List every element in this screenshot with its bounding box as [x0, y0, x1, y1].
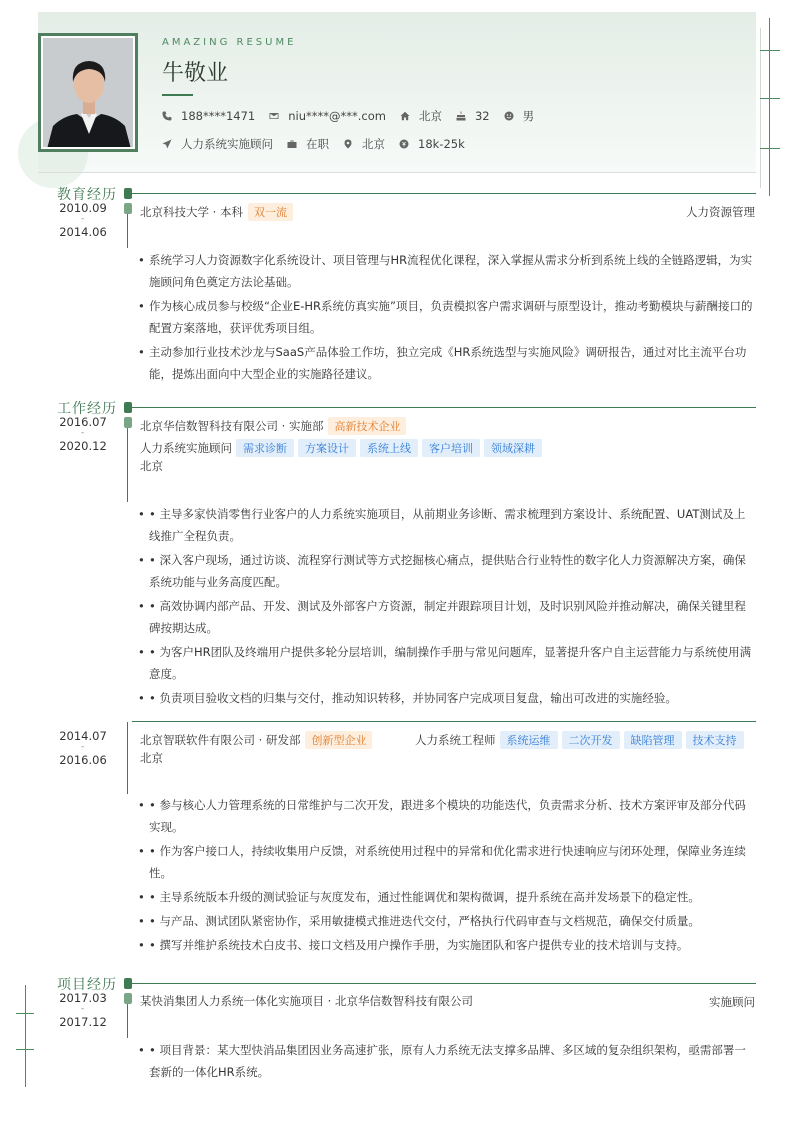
intent-status-text: 在职	[306, 137, 329, 151]
list-item: • • 主导系统版本升级的测试验证与灰度发布，通过性能调优和架构微调，提升系统在高并发场景下的稳定性。	[138, 886, 756, 908]
gender-text: 男	[522, 109, 535, 123]
frame-tick	[16, 1013, 34, 1014]
job2-start-date: 2014.07	[59, 729, 107, 743]
job2-bullet-list	[138, 794, 756, 958]
project-end-date: 2017.12	[59, 1015, 107, 1029]
intent-position	[162, 136, 273, 152]
section-divider	[132, 193, 756, 194]
list-item: • • 负责项目验收文档的归集与交付，推动知识转移，并协同客户完成项目复盘，输出可改进的实施经验。	[138, 687, 756, 709]
date-separator: -	[81, 428, 85, 438]
job1-company-tag: 高新技术企业	[328, 417, 406, 435]
skill-tag: 缺陷管理	[624, 731, 682, 749]
intent-city	[343, 136, 385, 152]
job1-location: 北京	[140, 459, 163, 473]
edu-end-date: 2014.06	[59, 225, 107, 239]
frame-line	[769, 18, 770, 196]
intent-city-text: 北京	[362, 137, 385, 151]
project-start-date: 2017.03	[59, 991, 107, 1005]
profile-photo	[38, 33, 138, 152]
skill-tag: 系统上线	[360, 439, 418, 457]
frame-line	[760, 28, 761, 188]
list-item: • • 作为客户接口人，持续收集用户反馈，对系统使用过程中的异常和优化需求进行快速响应与闭环处理，保障业务连续性。	[138, 840, 756, 884]
timeline-line	[127, 1004, 128, 1038]
candidate-name: 牛敬业	[162, 61, 229, 86]
timeline-line	[127, 428, 128, 502]
project-role: 实施顾问	[709, 995, 755, 1009]
job-intent-row	[162, 136, 479, 152]
section-marker	[124, 402, 132, 413]
job2-end-date: 2016.06	[59, 753, 107, 767]
edu-major: 人力资源管理	[686, 205, 755, 219]
list-item: • • 深入客户现场，通过访谈、流程穿行测试等方式挖掘核心痛点，提供贴合行业特性的数字化人力资源解决方案，确保系统功能与业务高度匹配。	[138, 549, 756, 593]
city-text: 北京	[418, 109, 442, 123]
edu-bullet-list	[138, 249, 756, 387]
job2-company-tag: 创新型企业	[305, 731, 372, 749]
date-separator: -	[81, 742, 85, 752]
intent-salary	[399, 137, 465, 151]
section-title-work: 工作经历	[57, 401, 117, 417]
section-title-project: 项目经历	[57, 977, 117, 993]
skill-tag: 领域深耕	[484, 439, 542, 457]
frame-line	[25, 985, 26, 1087]
job1-start-date: 2016.07	[59, 415, 107, 429]
skill-tag: 系统运维	[500, 731, 558, 749]
coin-icon	[399, 139, 409, 149]
list-item: • • 项目背景：某大型快消品集团因业务高速扩张，原有人力系统无法支撑多品牌、多区域的复杂组织架构，亟需部署一套新的一体化HR系统。	[138, 1039, 756, 1083]
section-marker	[124, 188, 132, 199]
edu-start-date: 2010.09	[59, 201, 107, 215]
location-pin-icon	[343, 139, 353, 149]
date-separator: -	[81, 214, 85, 224]
project-bullet-list	[138, 1039, 756, 1085]
list-item: • 作为核心成员参与校级“企业E-HR系统仿真实施”项目，负责模拟客户需求调研与原型设计，推动考勤模块与薪酬接口的配置方案落地，获评优秀项目组。	[138, 295, 756, 339]
section-divider	[132, 983, 756, 984]
timeline-line	[127, 722, 128, 794]
list-item: • • 为客户HR团队及终端用户提供多轮分层培训，编制操作手册与常见问题库，显著提升客户自主运营能力与系统使用满意度。	[138, 641, 756, 685]
section-marker	[124, 978, 132, 989]
job1-company-row	[140, 417, 406, 435]
contact-age	[456, 109, 490, 123]
job1-position: 人力系统实施顾问	[140, 441, 232, 455]
briefcase-icon	[287, 139, 297, 149]
project-name: 某快消集团人力系统一体化实施项目 · 北京华信数智科技有限公司	[140, 994, 473, 1008]
frame-tick	[760, 148, 780, 149]
job2-company-row	[140, 731, 372, 749]
job1-company: 北京华信数智科技有限公司 · 实施部	[140, 419, 324, 433]
skill-tag: 二次开发	[562, 731, 620, 749]
intent-position-text: 人力系统实施顾问	[181, 137, 273, 151]
contact-row	[162, 108, 548, 124]
list-item: • 主动参加行业技术沙龙与SaaS产品体验工作坊，独立完成《HR系统选型与实施风险》调研报告，通过对比主流平台功能，提炼出面向中大型企业的实施路径建议。	[138, 341, 756, 385]
header-divider	[38, 172, 756, 173]
frame-tick	[760, 50, 780, 51]
email-address: niu****@***.com	[288, 109, 386, 123]
list-item: • 系统学习人力资源数字化系统设计、项目管理与HR流程优化课程，深入掌握从需求分析到系统上线的全链路逻辑，为实施顾问角色奠定方法论基础。	[138, 249, 756, 293]
list-item: • • 参与核心人力管理系统的日常维护与二次开发，跟进多个模块的功能迭代，负责需求分析、技术方案评审及部分代码实现。	[138, 794, 756, 838]
list-item: • • 与产品、测试团队紧密协作，采用敏捷模式推进迭代交付，严格执行代码审查与文档规范，确保交付质量。	[138, 910, 756, 932]
entry-marker	[124, 417, 132, 428]
home-icon	[400, 111, 410, 121]
contact-email	[269, 109, 386, 123]
list-item: • • 撰写并维护系统技术白皮书、接口文档及用户操作手册，为实施团队和客户提供专业的技术培训与支持。	[138, 934, 756, 956]
avatar	[43, 38, 133, 147]
contact-phone	[162, 109, 255, 123]
frame-tick	[16, 1049, 34, 1050]
edu-school-tag: 双一流	[248, 203, 293, 221]
list-item: • • 主导多家快消零售行业客户的人力系统实施项目，从前期业务诊断、需求梳理到方案设计、系统配置、UAT测试及上线推广全程负责。	[138, 503, 756, 547]
intent-status	[287, 136, 329, 152]
edu-school: 北京科技大学 · 本科	[140, 205, 243, 219]
section-divider	[132, 407, 756, 408]
smile-icon	[504, 111, 514, 121]
entry-marker	[124, 993, 132, 1004]
job1-bullet-list	[138, 503, 756, 711]
contact-city	[400, 108, 442, 124]
cake-icon	[456, 111, 466, 121]
edu-school-row	[140, 203, 293, 221]
entry-marker	[124, 203, 132, 214]
mail-icon	[269, 111, 279, 121]
job2-company: 北京智联软件有限公司 · 研发部	[140, 733, 301, 747]
send-icon	[162, 139, 172, 149]
age-text: 32	[474, 109, 490, 123]
frame-tick	[760, 98, 780, 99]
job2-position: 人力系统工程师	[415, 733, 496, 747]
list-item: • • 高效协调内部产品、开发、测试及外部客户方资源，制定并跟踪项目计划，及时识别风险并推动解决，确保关键里程碑按期达成。	[138, 595, 756, 639]
timeline-line	[127, 214, 128, 248]
job2-position-row	[415, 731, 744, 749]
phone-number: 188****1471	[181, 109, 256, 123]
name-underline	[162, 94, 193, 96]
contact-gender	[504, 108, 535, 124]
skill-tag: 技术支持	[686, 731, 744, 749]
resume-tagline: AMAZING RESUME	[162, 37, 297, 48]
skill-tag: 客户培训	[422, 439, 480, 457]
job1-position-row	[140, 439, 542, 457]
job1-end-date: 2020.12	[59, 439, 107, 453]
skill-tag: 方案设计	[298, 439, 356, 457]
intent-salary-text: 18k-25k	[418, 137, 465, 151]
skill-tag: 需求诊断	[236, 439, 294, 457]
phone-icon	[162, 111, 172, 121]
date-separator: -	[81, 1004, 85, 1014]
entry-divider	[132, 721, 756, 722]
job2-location: 北京	[140, 751, 163, 765]
section-title-education: 教育经历	[57, 187, 117, 203]
